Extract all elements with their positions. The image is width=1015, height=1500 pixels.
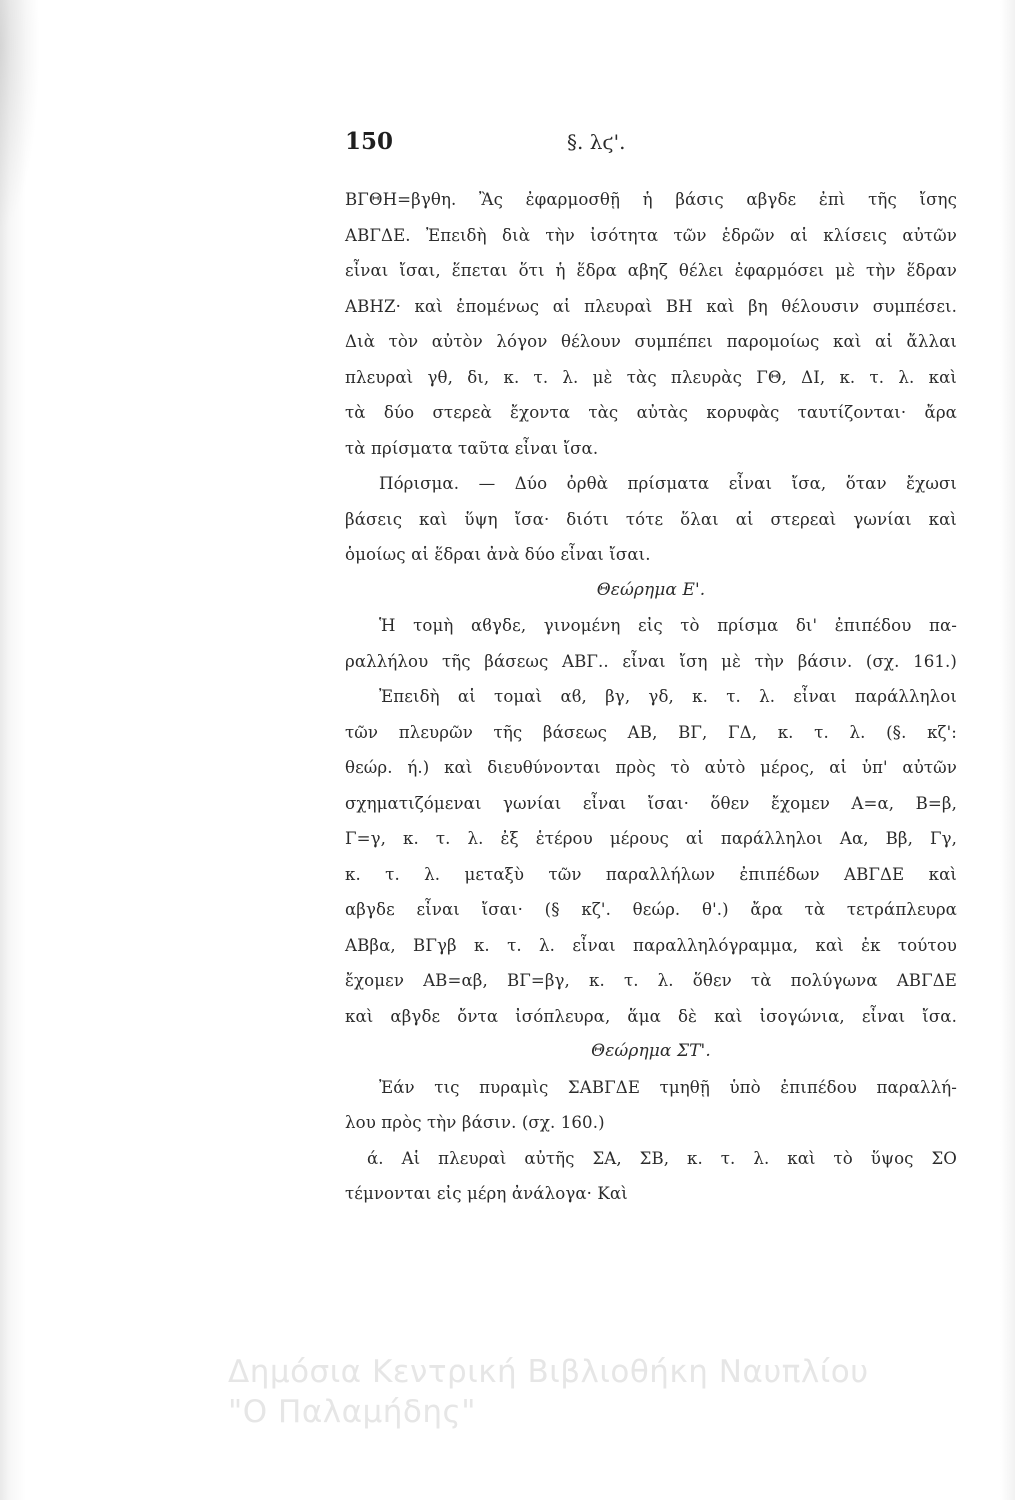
watermark-line: Δημόσια Κεντρική Βιβλιοθήκη Ναυπλίου bbox=[228, 1354, 869, 1390]
text-line: Ἐάν τις πυραμὶς ΣΑΒΓΔΕ τμηθῇ ὑπὸ ἐπιπέδου παραλλή- bbox=[379, 1077, 957, 1097]
corollary-line: Πόρισμα. — Δύο ὀρθὰ πρίσματα εἶναι ἴσα, ὅταν ἔχωσι bbox=[379, 474, 957, 493]
theorem-heading: Θεώρημα ΣΤ'. bbox=[591, 1041, 711, 1061]
text-line: βάσεις καὶ ὕψη ἴσα· διότι τότε ὅλαι αἱ στερεαὶ γωνίαι καὶ bbox=[345, 509, 957, 529]
text-line: κ. τ. λ. μεταξὺ τῶν παραλλήλων ἐπιπέδων ΑΒΓΔΕ καὶ bbox=[345, 864, 957, 884]
text-line: Ἡ τομὴ αϐγδε, γινομένη εἰς τὸ πρίσμα δι' ἐπιπέδου πα- bbox=[379, 616, 957, 635]
text-line: εἶναι ἴσαι, ἕπεται ὅτι ἡ ἕδρα αβηζ θέλει ἐφαρμόσει μὲ τὴν ἕδραν bbox=[345, 261, 957, 280]
text-line: τῶν πλευρῶν τῆς βάσεως ΑΒ, ΒΓ, ΓΔ, κ. τ. λ. (§. κζ': bbox=[345, 722, 957, 742]
text-line: αβγδε εἶναι ἴσαι· (§ κζ'. θεώρ. θ'.) ἄρα τὰ τετράπλευρα bbox=[345, 900, 957, 919]
text-line: ΑΒΗΖ· καὶ ἑπομένως αἱ πλευραὶ ΒΗ καὶ βη θέλουσιν συμπέσει. bbox=[345, 296, 957, 316]
text-line: ἔχομεν ΑΒ=αβ, ΒΓ=βγ, κ. τ. λ. ὅθεν τὰ πολύγωνα ΑΒΓΔΕ bbox=[345, 971, 957, 990]
watermark-line: "Ο Παλαμήδης" bbox=[228, 1394, 476, 1430]
text-line: ραλλήλου τῆς βάσεως ΑΒΓ.. εἶναι ἴση μὲ τὴν βάσιν. (σχ. 161.) bbox=[345, 651, 957, 671]
text-line: λου πρὸς τὴν βάσιν. (σχ. 160.) bbox=[345, 1113, 605, 1132]
page-number: 150 bbox=[345, 128, 394, 155]
text-line: ΒΓΘΗ=βγθη. Ἂς ἐφαρμοσθῇ ἡ βάσις αβγδε ἐπὶ τῆς ἴσης bbox=[345, 190, 957, 209]
page-header bbox=[345, 128, 945, 168]
library-watermark bbox=[228, 1352, 988, 1432]
text-line: πλευραὶ γθ, δι, κ. τ. λ. μὲ τὰς πλευρὰς ΓΘ, ΔΙ, κ. τ. λ. καὶ bbox=[345, 367, 957, 387]
text-line: Διὰ τὸν αὐτὸν λόγον θέλουν συμπέπει παρομοίως καὶ αἱ ἄλλαι bbox=[345, 332, 957, 351]
body-text bbox=[345, 182, 957, 1212]
text-line: τὰ δύο στερεὰ ἔχοντα τὰς αὐτὰς κορυφὰς ταυτίζονται· ἄρα bbox=[345, 403, 957, 422]
text-line: ά. Αἱ πλευραὶ αὐτῆς ΣΑ, ΣΒ, κ. τ. λ. καὶ τὸ ὕψος ΣΟ bbox=[367, 1148, 957, 1168]
text-line: θεώρ. ή.) καὶ διευθύνονται πρὸς τὸ αὐτὸ μέρος, αἱ ὑπ' αὐτῶν bbox=[345, 758, 957, 777]
text-line: Γ=γ, κ. τ. λ. ἐξ ἑτέρου μέρους αἱ παράλληλοι Αα, Ββ, Γγ, bbox=[345, 829, 957, 848]
theorem-heading: Θεώρημα Ε'. bbox=[596, 579, 706, 600]
text-line: Ἐπειδὴ αἱ τομαὶ αϐ, βγ, γδ, κ. τ. λ. εἶναι παράλληλοι bbox=[379, 687, 957, 706]
scan-shadow bbox=[0, 0, 40, 230]
text-line: ΑΒβα, ΒΓγβ κ. τ. λ. εἶναι παραλληλόγραμμα, καὶ ἐκ τούτου bbox=[345, 935, 957, 955]
section-heading: §. λϛ'. bbox=[567, 130, 626, 154]
text-line: τὰ πρίσματα ταῦτα εἶναι ἴσα. bbox=[345, 438, 599, 458]
text-line: ὁμοίως αἱ ἕδραι ἀνὰ δύο εἶναι ἴσαι. bbox=[345, 545, 651, 564]
text-line: καὶ αβγδε ὄντα ἰσόπλευρα, ἅμα δὲ καὶ ἰσογώνια, εἶναι ἴσα. bbox=[345, 1006, 957, 1026]
text-line: σχηματιζόμεναι γωνίαι εἶναι ἴσαι· ὅθεν ἔχομεν Α=α, Β=β, bbox=[345, 793, 957, 813]
text-line: τέμνονται εἰς μέρη ἀνάλογα· Καὶ bbox=[345, 1184, 628, 1203]
text-line: ΑΒΓΔΕ. Ἐπειδὴ διὰ τὴν ἰσότητα τῶν ἑδρῶν αἱ κλίσεις αὐτῶν bbox=[345, 225, 957, 245]
